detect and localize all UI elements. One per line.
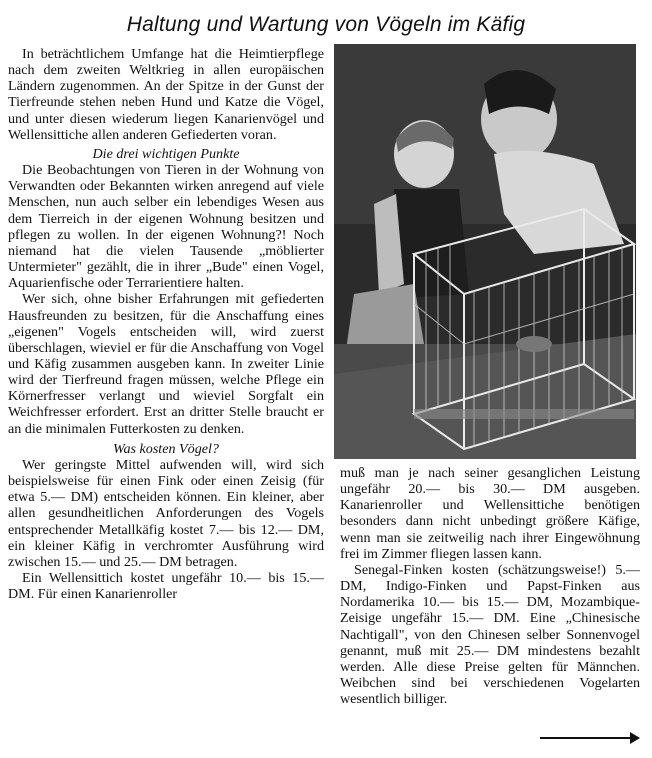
- paragraph: Ein Wellensittich kostet ungefähr 10.— bis 15.— DM. Für einen Kanarienroller: [8, 570, 324, 603]
- continue-arrow-icon: [540, 730, 640, 746]
- paragraph: Die Beobachtungen von Tieren in der Wohnung von Verwandten oder Bekannten wirken anregend auf viele Menschen, nun auch selber ein lebendiges Wesen aus dem Tierreich in der eigenen Wohnung besitzen und pflegen zu wollen. In der eigenen Wohnung?! Noch niemand hat die vielen Tausende „möblierter Untermieter" gezählt, die in ihrer „Bude" einen Vogel, Aquarienfische oder Terrarientiere halten.: [8, 162, 324, 292]
- paragraph: Senegal-Finken kosten (schätzungsweise!) 5.— DM, Indigo-Finken und Papst-Finken aus Nordamerika 10.— bis 15.— DM, Mozambique-Zeisige ungefähr 15.— DM. Eine „Chinesische Nachtigall", von den Chinesen selber Sonnenvogel genannt, muß mit 25.— DM mindestens bezahlt werden. Alle diese Preise gelten für Männchen. Weibchen sind bei verschiedenen Vogelarten wesentlich billiger.: [340, 561, 640, 708]
- left-column: [8, 46, 324, 602]
- article-title: Haltung und Wartung von Vögeln im Käfig: [126, 13, 526, 36]
- paragraph: Wer sich, ohne bisher Erfahrungen mit gefiederten Hausfreunden zu besitzen, für die Anschaffung eines „eigenen" Vogels entscheiden will, wird zuerst überschlagen, wieviel er für die Anschaffung von Vogel und Käfig zusammen ausgeben kann. In zweiter Linie wird der Tierfreund fragen müssen, welche Pflege ein Körnerfresser verlangt und wieviel Sorgfalt ein Weichfresser erfordert. Erst an dritter Stelle braucht er an die minimalen Futterkosten zu denken.: [8, 291, 324, 437]
- paragraph: Wer geringste Mittel aufwenden will, wird sich beispielsweise für einen Fink oder einen Zeisig (für etwa 5.— DM) entscheiden können. Ein kleiner, aber allen gesundheitlichen Anforderungen des Vogels entsprechender Metallkäfig kostet 7.— bis 12.— DM, ein kleiner Käfig in verchromter Ausführung wird zwischen 15.— und 25.— DM betragen.: [8, 456, 324, 570]
- paragraph-continued: muß man je nach seiner gesanglichen Leistung ungefähr 20.— bis 30.— DM ausgeben. Kanarienroller und Wellensittiche benötigen besonders dann nicht unbedingt größere Käfige, wenn man sie zeitweilig nach ihrer Eingewöhnung frei im Zimmer fliegen lassen kann.: [340, 465, 640, 562]
- photo-child-and-woman-with-birdcage: [334, 44, 636, 459]
- intro-paragraph: In beträchtlichem Umfange hat die Heimtierpflege nach dem zweiten Weltkrieg in allen europäischen Ländern zugenommen. An der Spitze in der Gunst der Tierfreunde stehen neben Hund und Katze die Vögel, und unter diesen wiederum liegen Kanarienvögel und Wellensittiche allen anderen Gefiederten voran.: [8, 46, 324, 143]
- section-heading-1: Die drei wichtigen Punkte: [92, 145, 240, 162]
- section-heading-2: Was kosten Vögel?: [113, 440, 219, 457]
- right-column: [340, 465, 640, 707]
- birdcage-photo-illustration: [334, 44, 636, 459]
